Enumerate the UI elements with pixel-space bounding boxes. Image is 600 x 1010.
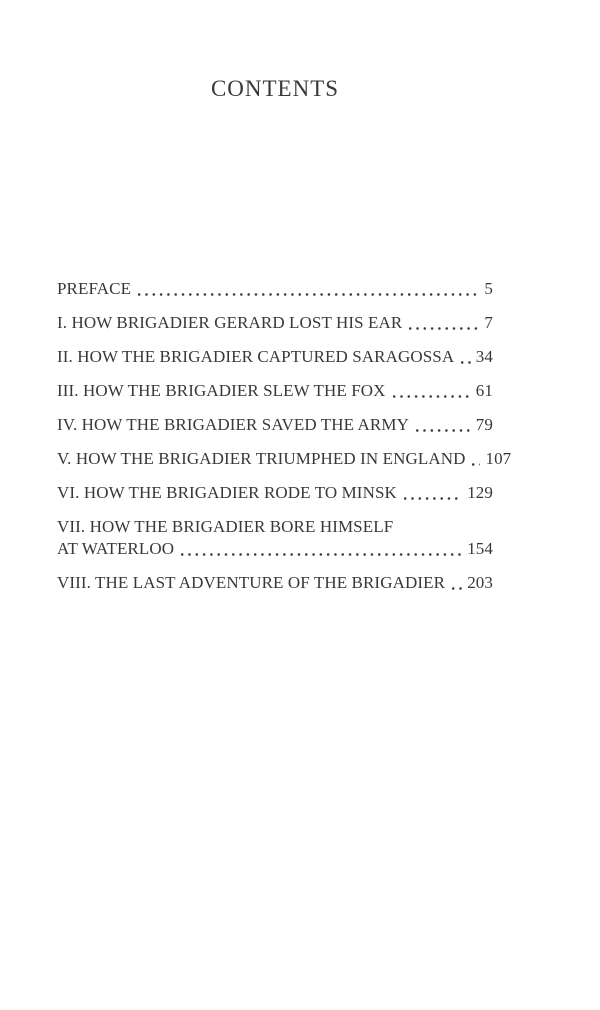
- toc-entry[interactable]: [57, 278, 493, 300]
- toc-entry[interactable]: [57, 346, 493, 368]
- toc-entry-line: [57, 414, 493, 436]
- toc-entry-line: [57, 312, 493, 334]
- toc-entry[interactable]: [57, 516, 493, 560]
- toc-entry-label: VIII. THE LAST ADVENTURE OF THE BRIGADIER: [57, 573, 446, 592]
- toc-entry[interactable]: [57, 448, 512, 470]
- dot-leader: [409, 327, 479, 330]
- toc-entry-page-number: 79: [475, 415, 493, 434]
- toc-entry-label: V. HOW THE BRIGADIER TRIUMPHED IN ENGLAND: [57, 449, 466, 468]
- toc-entry-page-number: 129: [467, 483, 493, 502]
- dot-leader: [138, 293, 479, 296]
- toc-entry-line1: VII. HOW THE BRIGADIER BORE HIMSELF: [57, 517, 394, 536]
- toc-entry-line: [57, 278, 493, 300]
- book-page: [0, 76, 600, 1010]
- toc-entry-page-number: 5: [484, 279, 493, 298]
- toc-entry[interactable]: [57, 482, 493, 504]
- toc-entry-label: PREFACE: [57, 279, 132, 298]
- toc-list: [57, 278, 512, 594]
- dot-leader: [461, 361, 471, 364]
- toc-entry-line: [57, 482, 493, 504]
- dot-leader: [452, 587, 462, 590]
- toc-entry-label: I. HOW BRIGADIER GERARD LOST HIS EAR: [57, 313, 403, 332]
- toc-entry[interactable]: [57, 572, 493, 594]
- toc-entry-label: IV. HOW THE BRIGADIER SAVED THE ARMY: [57, 415, 409, 434]
- toc-entry-label: III. HOW THE BRIGADIER SLEW THE FOX: [57, 381, 386, 400]
- toc-entry-line: [57, 572, 493, 594]
- dot-leader: [404, 497, 462, 500]
- toc-entry-line: [57, 380, 493, 402]
- dot-leader: [181, 553, 462, 556]
- toc-entry[interactable]: [57, 414, 493, 436]
- toc-entry-page-number: 154: [467, 539, 493, 558]
- page-title: CONTENTS: [210, 76, 340, 101]
- toc-entry[interactable]: [57, 380, 493, 402]
- toc-entry-page-number: 34: [475, 347, 493, 366]
- toc-entry-line: [57, 448, 512, 470]
- toc-entry-page-number: 61: [475, 381, 493, 400]
- toc-entry-label: II. HOW THE BRIGADIER CAPTURED SARAGOSSA: [57, 347, 455, 366]
- toc-entry-page-number: 7: [484, 313, 493, 332]
- toc-entry-page-number: 107: [485, 449, 512, 468]
- toc-entry[interactable]: [57, 312, 493, 334]
- toc-entry-label: AT WATERLOO: [57, 539, 175, 558]
- dot-leader: [416, 429, 471, 432]
- toc-entry-label: VI. HOW THE BRIGADIER RODE TO MINSK: [57, 483, 397, 502]
- toc-entry-line: [57, 346, 493, 368]
- dot-leader: [472, 463, 480, 466]
- dot-leader: [393, 395, 471, 398]
- toc-entry-line: [57, 538, 493, 560]
- toc-entry-page-number: 203: [467, 573, 493, 592]
